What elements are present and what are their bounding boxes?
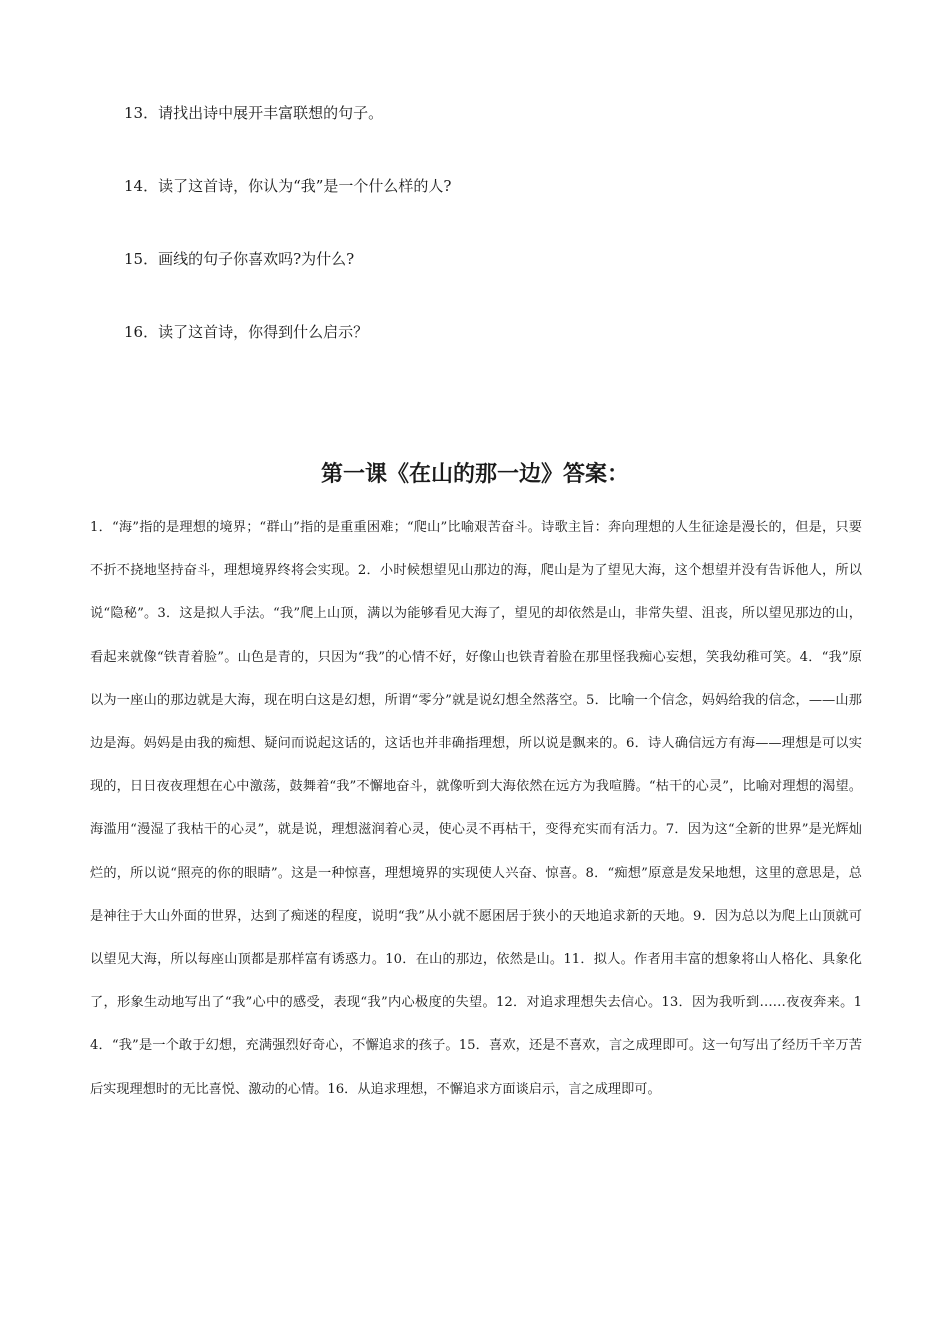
question-14: 14．读了这首诗，你认为“我”是一个什么样的人? [124, 177, 452, 195]
answers-body: 1．“海”指的是理想的境界；“群山”指的是重重困难；“爬山”比喻艰苦奋斗。诗歌主旨：奔向理想的人生征途是漫长的，但是，只要不折不挠地坚持奋斗，理想境界终将会实现。2．小时候想望见山那边的海，爬山是为了望见大海，这个想望并没有告诉他人，所以说“隐秘”。3．这是拟人手法。“我”爬上山顶，满以为能够看见大海了，望见的却依然是山，非常失望、沮丧，所以望见那边的山，看起来就像“铁青着脸”。山色是青的，只因为“我”的心情不好，好像山也铁青着脸在那里怪我痴心妄想，笑我幼稚可笑。4．“我”原以为一座山的那边就是大海，现在明白这是幻想，所谓“零分”就是说幻想全然落空。5．比喻一个信念，妈妈给我的信念，——山那边是海。妈妈是由我的痴想、疑问而说起这话的，这话也并非确指理想，所以说是飘来的。6．诗人确信远方有海——理想是可以实现的，日日夜夜理想在心中激荡，鼓舞着“我”不懈地奋斗，就像听到大海依然在远方为我喧腾。“枯干的心灵”，比喻对理想的渴望。海滥用“漫湿了我枯干的心灵”，就是说，理想滋润着心灵，使心灵不再枯干，变得充实而有活力。7．因为这“全新的世界”是光辉灿烂的，所以说“照亮的你的眼睛”。这是一种惊喜，理想境界的实现使人兴奋、惊喜。8．“痴想”原意是发呆地想，这里的意思是，总是神往于大山外面的世界，达到了痴迷的程度，说明“我”从小就不愿困居于狭小的天地追求新的天地。9．因为总以为爬上山顶就可以望见大海，所以每座山顶都是那样富有诱惑力。10．在山的那边，依然是山。11．拟人。作者用丰富的想象将山人格化、具象化了，形象生动地写出了“我”心中的感受，表现“我”内心极度的失望。12．对追求理想失去信心。13．因为我听到……夜夜奔来。14．“我”是一个敢于幻想，充满强烈好奇心，不懈追求的孩子。15．喜欢，还是不喜欢，言之成理即可。这一句写出了经历千辛万苦后实现理想时的无比喜悦、激动的心情。16．从追求理想，不懈追求方面谈启示，言之成理即可。 [90, 520, 862, 1097]
answers-title: 第一课《在山的那一边》答案： [320, 462, 629, 487]
question-16: 16．读了这首诗，你得到什么启示？ [124, 323, 369, 341]
question-15: 15．画线的句子你喜欢吗?为什么? [124, 250, 355, 268]
question-13: 13．请找出诗中展开丰富联想的句子。 [124, 104, 384, 122]
